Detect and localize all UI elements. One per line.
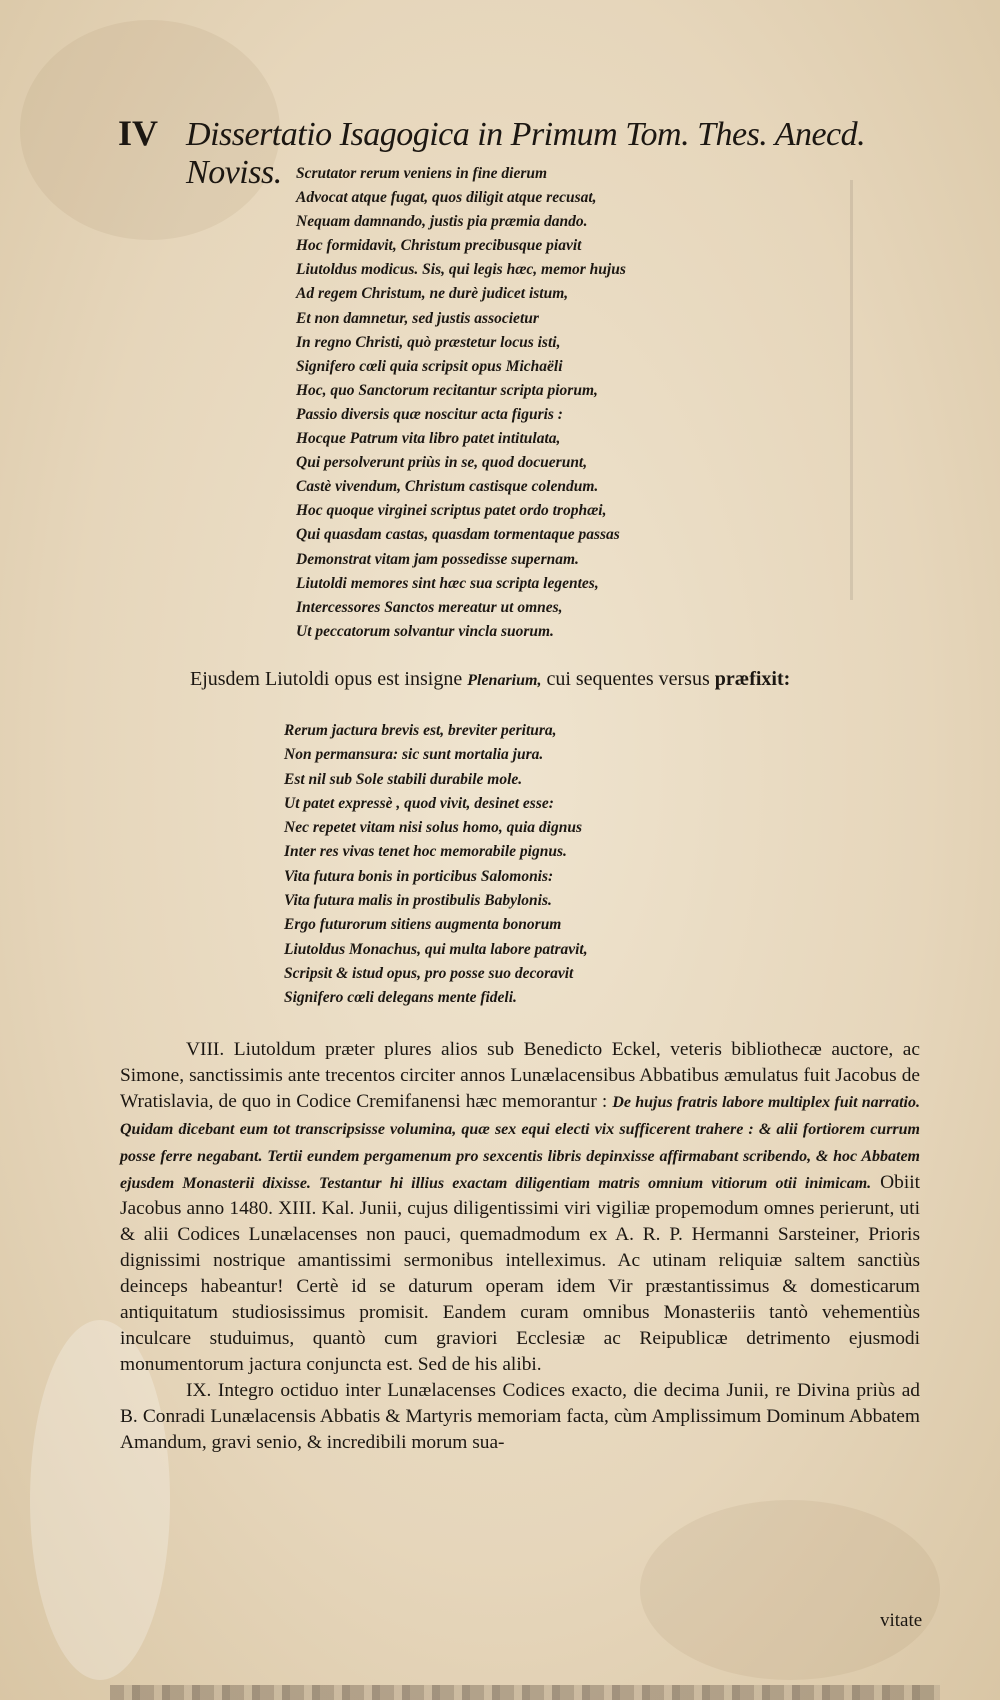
intro-text-a: Ejusdem Liutoldi opus est insigne: [190, 668, 468, 690]
verse-line: Signifero cœli quia scripsit opus Michaëli: [296, 357, 563, 375]
verse-line: Hocque Patrum vita libro patet intitulata,: [296, 430, 561, 448]
catchword: vitate: [880, 1610, 923, 1631]
verse-line: Liutoldus Monachus, qui multa labore patravit,: [284, 940, 588, 958]
verse-line: Hoc quoque virginei scriptus patet ordo trophæi,: [296, 502, 607, 520]
paragraph-ix: IX. Integro octiduo inter Lunælacenses Codices exacto, die decima Junii, re Divina priùs ad B. Conradi Lunælacensis Abbatis & Martyris memoriam facta, cùm Amplissimum Dominum Abbatem Amandum, gravi senio, & incredibili morum sua-: [120, 1379, 920, 1453]
prose-body: [120, 1037, 920, 1456]
verse-line: Signifero cœli delegans mente fideli.: [284, 989, 517, 1007]
show-through-mark: [850, 180, 853, 600]
verse-line: Hoc formidavit, Christum precibusque piavit: [296, 237, 582, 255]
verse-line: Inter res vivas tenet hoc memorabile pignus.: [284, 843, 567, 861]
running-title: Dissertatio Isagogica in Primum Tom. Thes. Anecd. Noviss.: [186, 116, 866, 191]
folio-number: IV: [118, 113, 159, 153]
poem-block-1: [296, 162, 626, 644]
verse-line: Ergo futurorum sitiens augmenta bonorum: [284, 916, 562, 934]
verse-line: Vita futura malis in prostibulis Babylonis.: [284, 892, 552, 910]
verse-line: Hoc, quo Sanctorum recitantur scripta piorum,: [296, 381, 598, 399]
verse-line: Et non damnetur, sed justis associetur: [296, 309, 539, 327]
verse-line: Qui quasdam castas, quasdam tormentaque passas: [296, 526, 620, 544]
paragraph-viii: VIII. Liutoldum præter plures alios sub Benedicto Eckel, veteris bibliothecæ auctore, ac Simone, sanctissimis ante trecentos circiter annos Lunælacensibus Abbatibus æmulatus fuit Jacobus de Wratislavia, de quo in Codice Cremifanensi hæc memorantur : De hujus fratris labore multiplex fuit narratio. Quidam dicebant eum tot transcripsisse volumina, quæ sex equi electi vix sufficerent trahere : & alii fortiorem currum posse ferre negabant. Tertii eundem pergamenum pro sexcentis libris depinxisse affirmabant scribendo, & hoc Abbatem ejusdem Monasterii dixisse. Testantur hi illius exactam diligentiam matris omnium vitiorum otii inimicam. Obiit Jacobus anno 1480. XIII. Kal. Junii, cujus diligentissimi viri vigiliæ propemodum omnes perierunt, uti & alii Codices Lunælacenses non pauci, quemadmodum ex A. R. P. Hermanni Sarsteiner, Prioris dignissimi nostrique amantissimi sermonibus intelleximus. Ac utinam reliquiæ saltem sanctiùs deinceps habeantur! Certè id se daturum operam idem Vir præstantissimus & domesticarum antiquitatum studiosissimus promisit. Eandem curam omnibus Monasteriis tantò vehementiùs inculcare studuimus, quantò cum graviori Ecclesiæ ac Reipublicæ detrimento ejusmodi monumentorum jactura conjuncta est. Sed de his alibi.: [120, 1039, 920, 1375]
verse-line: Intercessores Sanctos mereatur ut omnes,: [296, 598, 563, 616]
verse-line: Est nil sub Sole stabili durabile mole.: [284, 770, 523, 788]
verse-line: Vita futura bonis in porticibus Salomonis:: [284, 867, 554, 885]
verse-line: Scrutator rerum veniens in fine dierum: [296, 165, 548, 182]
italic-quote: De hujus fratris labore multiplex fuit narratio. Quidam dicebant eum tot transcripsisse volumina, quæ sex equi electi vix sufficerent trahere : & alii fortiorem currum posse ferre negabant. Tertii eundem pergamenum pro sexcentis libris depinxisse affirmabant scribendo, & hoc Abbatem ejusdem Monasterii dixisse. Testantur hi illius exactam diligentiam matris omnium vitiorum otii inimicam.: [120, 1093, 920, 1192]
verse-line: In regno Christi, quò præstetur locus isti,: [296, 333, 561, 351]
verse-line: Nequam damnando, justis pia præmia dando.: [296, 213, 588, 231]
verse-line: Scripsit & istud opus, pro posse suo decoravit: [284, 964, 574, 982]
verse-line: Rerum jactura brevis est, breviter peritura,: [284, 722, 557, 739]
verse-line: Passio diversis quæ noscitur acta figuris :: [296, 405, 563, 423]
plenarium-intro: [190, 668, 790, 691]
verse-line: Ad regem Christum, ne durè judicet istum,: [296, 285, 569, 303]
verse-line: Castè vivendum, Christum castisque colendum.: [296, 478, 599, 496]
poem-block-2: [284, 719, 588, 1011]
verse-line: Ut peccatorum solvantur vincla suorum.: [296, 622, 554, 640]
verse-line: Ut patet expressè , quod vivit, desinet esse:: [284, 794, 554, 812]
verse-line: Demonstrat vitam jam possedisse supernam.: [296, 550, 579, 568]
paper-stain: [640, 1500, 940, 1680]
verse-line: Qui persolverunt priùs in se, quod docuerunt,: [296, 454, 588, 472]
intro-text-b: cui sequentes versus: [541, 668, 715, 690]
verse-line: Advocat atque fugat, quos diligit atque recusat,: [296, 189, 597, 207]
verse-line: Non permansura: sic sunt mortalia jura.: [284, 746, 544, 764]
page-bottom-edge: [110, 1685, 940, 1700]
intro-text-end: præfixit:: [714, 668, 791, 690]
intro-italic-word: Plenarium,: [467, 672, 542, 689]
verse-line: Liutoldi memores sint hæc sua scripta legentes,: [296, 574, 599, 592]
verse-line: Nec repetet vitam nisi solus homo, quia dignus: [284, 819, 582, 837]
verse-line: Liutoldus modicus. Sis, qui legis hæc, memor hujus: [296, 261, 626, 279]
